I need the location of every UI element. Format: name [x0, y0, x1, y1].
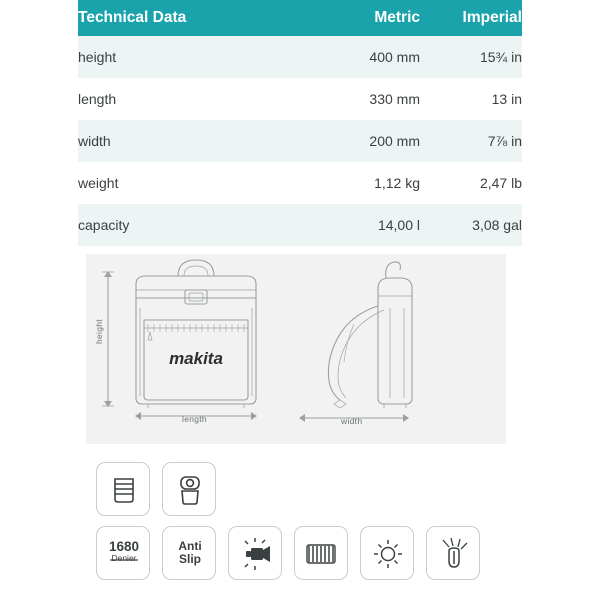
- table-row: [78, 78, 522, 120]
- column-header-metric: Metric: [290, 0, 420, 36]
- row-label: weight: [78, 162, 290, 204]
- feature-icon-row-1: [96, 462, 216, 516]
- table-row: [78, 120, 522, 162]
- row-imperial-value: 7⅞ in: [420, 120, 522, 162]
- table-header-row: [78, 0, 522, 36]
- makita-logo: makita: [169, 349, 223, 368]
- row-metric-value: 400 mm: [290, 36, 420, 78]
- denier-icon: [96, 526, 150, 580]
- row-label: capacity: [78, 204, 290, 246]
- uv-resistant-icon: [360, 526, 414, 580]
- dimension-label-width: width: [341, 416, 363, 426]
- dimension-label-height: height: [94, 319, 104, 344]
- table-header: [78, 0, 522, 36]
- row-metric-value: 14,00 l: [290, 204, 420, 246]
- dimension-drawing: [78, 246, 522, 458]
- row-label: length: [78, 78, 290, 120]
- anti-slip-line2: Slip: [178, 551, 201, 566]
- spec-sheet: [78, 0, 522, 600]
- denier-value: 1680: [108, 539, 140, 554]
- feature-icon-grid: [78, 458, 522, 600]
- denier-unit: Denier: [111, 553, 137, 564]
- bag-line-drawing: [78, 246, 522, 458]
- row-metric-value: 200 mm: [290, 120, 420, 162]
- anti-slip-line1: Anti: [178, 539, 202, 553]
- table-row: [78, 204, 522, 246]
- row-metric-value: 330 mm: [290, 78, 420, 120]
- water-repellent-icon: [426, 526, 480, 580]
- row-imperial-value: 13 in: [420, 78, 522, 120]
- feature-icon-row-2: [96, 526, 480, 580]
- technical-data-table: [78, 0, 522, 246]
- column-header-technical-data: Technical Data: [78, 0, 290, 36]
- table-row: [78, 162, 522, 204]
- row-label: height: [78, 36, 290, 78]
- column-header-imperial: Imperial: [420, 0, 522, 36]
- flashlight-holder-icon: [228, 526, 282, 580]
- table-body: [78, 36, 522, 246]
- anti-slip-icon: [162, 526, 216, 580]
- front-pocket-icon: [96, 462, 150, 516]
- row-imperial-value: 2,47 lb: [420, 162, 522, 204]
- zipper-icon: [294, 526, 348, 580]
- tool-loop-icon: [162, 462, 216, 516]
- row-metric-value: 1,12 kg: [290, 162, 420, 204]
- row-label: width: [78, 120, 290, 162]
- table-row: [78, 36, 522, 78]
- row-imperial-value: 15¾ in: [420, 36, 522, 78]
- dimension-label-length: length: [182, 414, 207, 424]
- anti-slip-label: [163, 540, 216, 565]
- row-imperial-value: 3,08 gal: [420, 204, 522, 246]
